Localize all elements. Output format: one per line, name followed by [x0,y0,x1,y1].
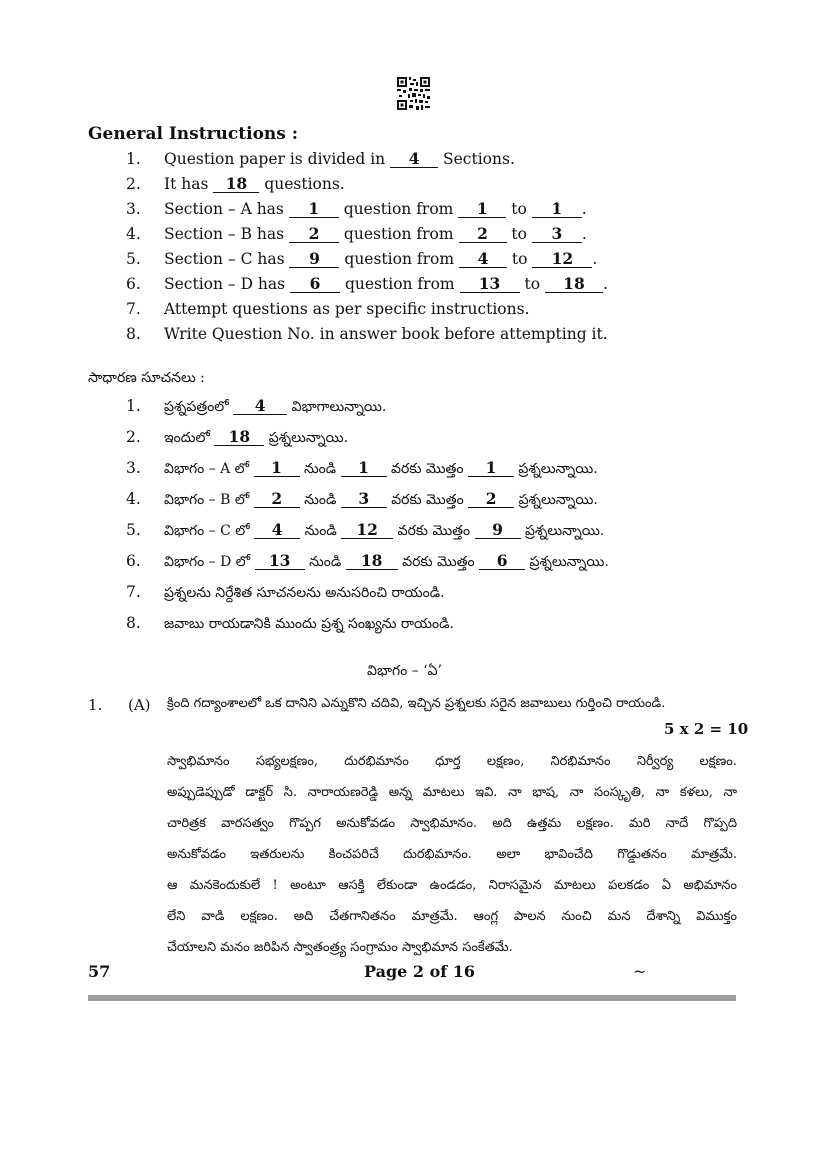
instruction-item: 6. Section – D has 6 question from 13 to 18 . [126,274,608,293]
answer-blank: 2 [254,491,300,508]
telugu-instruction-item: 5. విభాగం – C లో 4 నుండి 12 వరకు మొత్తం 9 ప్రశ్నలున్నాయి. [126,520,605,539]
instruction-item: 5. Section – C has 9 question from 4 to 12 . [126,249,598,268]
section-a-title: విభాగం – ‘ఏ’ [367,663,442,679]
telugu-instruction-item: 2. ఇందులో 18 ప్రశ్నలున్నాయి. [126,427,349,446]
telugu-instructions-heading: సాధారణ సూచనలు : [88,370,205,386]
answer-blank: 12 [532,251,592,268]
general-instructions-heading: General Instructions : [88,124,299,144]
telugu-instruction-item: 4. విభాగం – B లో 2 నుండి 3 వరకు మొత్తం 2 ప్రశ్నలున్నాయి. [126,489,598,508]
question-part: (A) [128,696,151,714]
telugu-instruction-item: 1. ప్రశ్నపత్రంలో 4 విభాగాలున్నాయి. [126,396,387,415]
page-number: Page 2 of 16 [364,962,475,981]
answer-blank: 4 [233,398,287,415]
answer-blank: 4 [459,251,507,268]
answer-blank: 1 [289,201,339,218]
answer-blank: 2 [459,226,507,243]
passage-line: చారిత్రక వారసత్వం గొప్పగ అనుకోవడం స్వాభిమానం. అది ఉత్తమ లక్షణం. మరి నాదే గొప్పది [167,816,737,831]
footer-divider [88,995,736,1001]
answer-blank: 12 [341,522,393,539]
telugu-instruction-item: 8. జవాబు రాయడానికి ముందు ప్రశ్న సంఖ్యను రాయండి. [126,614,454,632]
instruction-item: 1. Question paper is divided in 4 Sections. [126,149,515,168]
passage-line: లేని వాడి లక్షణం. అది చేతగానితనం మాత్రమే. ఆంగ్ల పాలన నుంచి మన దేశాన్ని విముక్తం [167,909,737,924]
passage-line: అప్పుడెప్పుడో డాక్టర్ సి. నారాయణరెడ్డి అన్న మాటలు ఇవి. నా భాష, నా సంస్కృతి, నా కళలు, నా [167,785,737,800]
passage-line: చేయాలని మనం జరిపిన స్వాతంత్ర్య సంగ్రామం స్వాభిమాన సంకేతమే. [167,940,513,955]
answer-blank: 18 [213,176,259,193]
footer-mark: ~ [633,962,647,981]
instruction-item: 3. Section – A has 1 question from 1 to 1 . [126,199,587,218]
telugu-instruction-item: 7. ప్రశ్నలను నిర్దేశిత సూచనలను అనుసరించి రాయండి. [126,583,445,601]
qr-code-icon [397,77,430,110]
answer-blank: 13 [255,553,305,570]
passage-line: ఆ మనకెందుకులే ! అంటూ ఆసక్తి లేకుండా ఉండడం, నిరాసమైన మాటలు పలకడం ఏ అభిమానం [167,878,737,893]
answer-blank: 1 [341,460,387,477]
paper-code: 57 [88,962,111,981]
passage-line: స్వాభిమానం సభ్యలక్షణం, దురభిమానం ధూర్త లక్షణం, నిరభిమానం నిర్వీర్య లక్షణం. [167,754,737,769]
answer-blank: 3 [341,491,387,508]
instruction-item: 8. Write Question No. in answer book before attempting it. [126,325,608,343]
telugu-instruction-item: 3. విభాగం – A లో 1 నుండి 1 వరకు మొత్తం 1 ప్రశ్నలున్నాయి. [126,458,598,477]
telugu-instruction-item: 6. విభాగం – D లో 13 నుండి 18 వరకు మొత్తం 6 ప్రశ్నలున్నాయి. [126,551,609,570]
answer-blank: 6 [290,276,340,293]
answer-blank: 4 [390,151,438,168]
question-marks: 5 x 2 = 10 [664,720,749,738]
passage [167,746,737,963]
passage-line: అనుకోవడం ఇతరులను కించపరిచే దురభిమానం. అలా భావించేది గొడ్డుతనం మాత్రమే. [167,847,737,862]
answer-blank: 6 [479,553,525,570]
answer-blank: 4 [254,522,300,539]
answer-blank: 1 [532,201,582,218]
answer-blank: 2 [468,491,514,508]
answer-blank: 18 [545,276,603,293]
instruction-item: 4. Section – B has 2 question from 2 to 3 . [126,224,587,243]
answer-blank: 3 [532,226,582,243]
answer-blank: 13 [460,276,520,293]
instruction-item: 7. Attempt questions as per specific instructions. [126,300,530,318]
answer-blank: 18 [214,429,264,446]
answer-blank: 18 [346,553,398,570]
answer-blank: 1 [468,460,514,477]
answer-blank: 1 [458,201,506,218]
answer-blank: 1 [254,460,300,477]
question-number: 1. [88,696,103,714]
instruction-item: 2. It has 18 questions. [126,174,345,193]
answer-blank: 2 [289,226,339,243]
answer-blank: 9 [289,251,339,268]
question-text: క్రింది గద్యాంశాలలో ఒక దానిని ఎన్నుకొని చదివి, ఇచ్చిన ప్రశ్నలకు సరైన జవాబులు గుర్తించి రాయండి. [167,696,666,711]
answer-blank: 9 [475,522,521,539]
